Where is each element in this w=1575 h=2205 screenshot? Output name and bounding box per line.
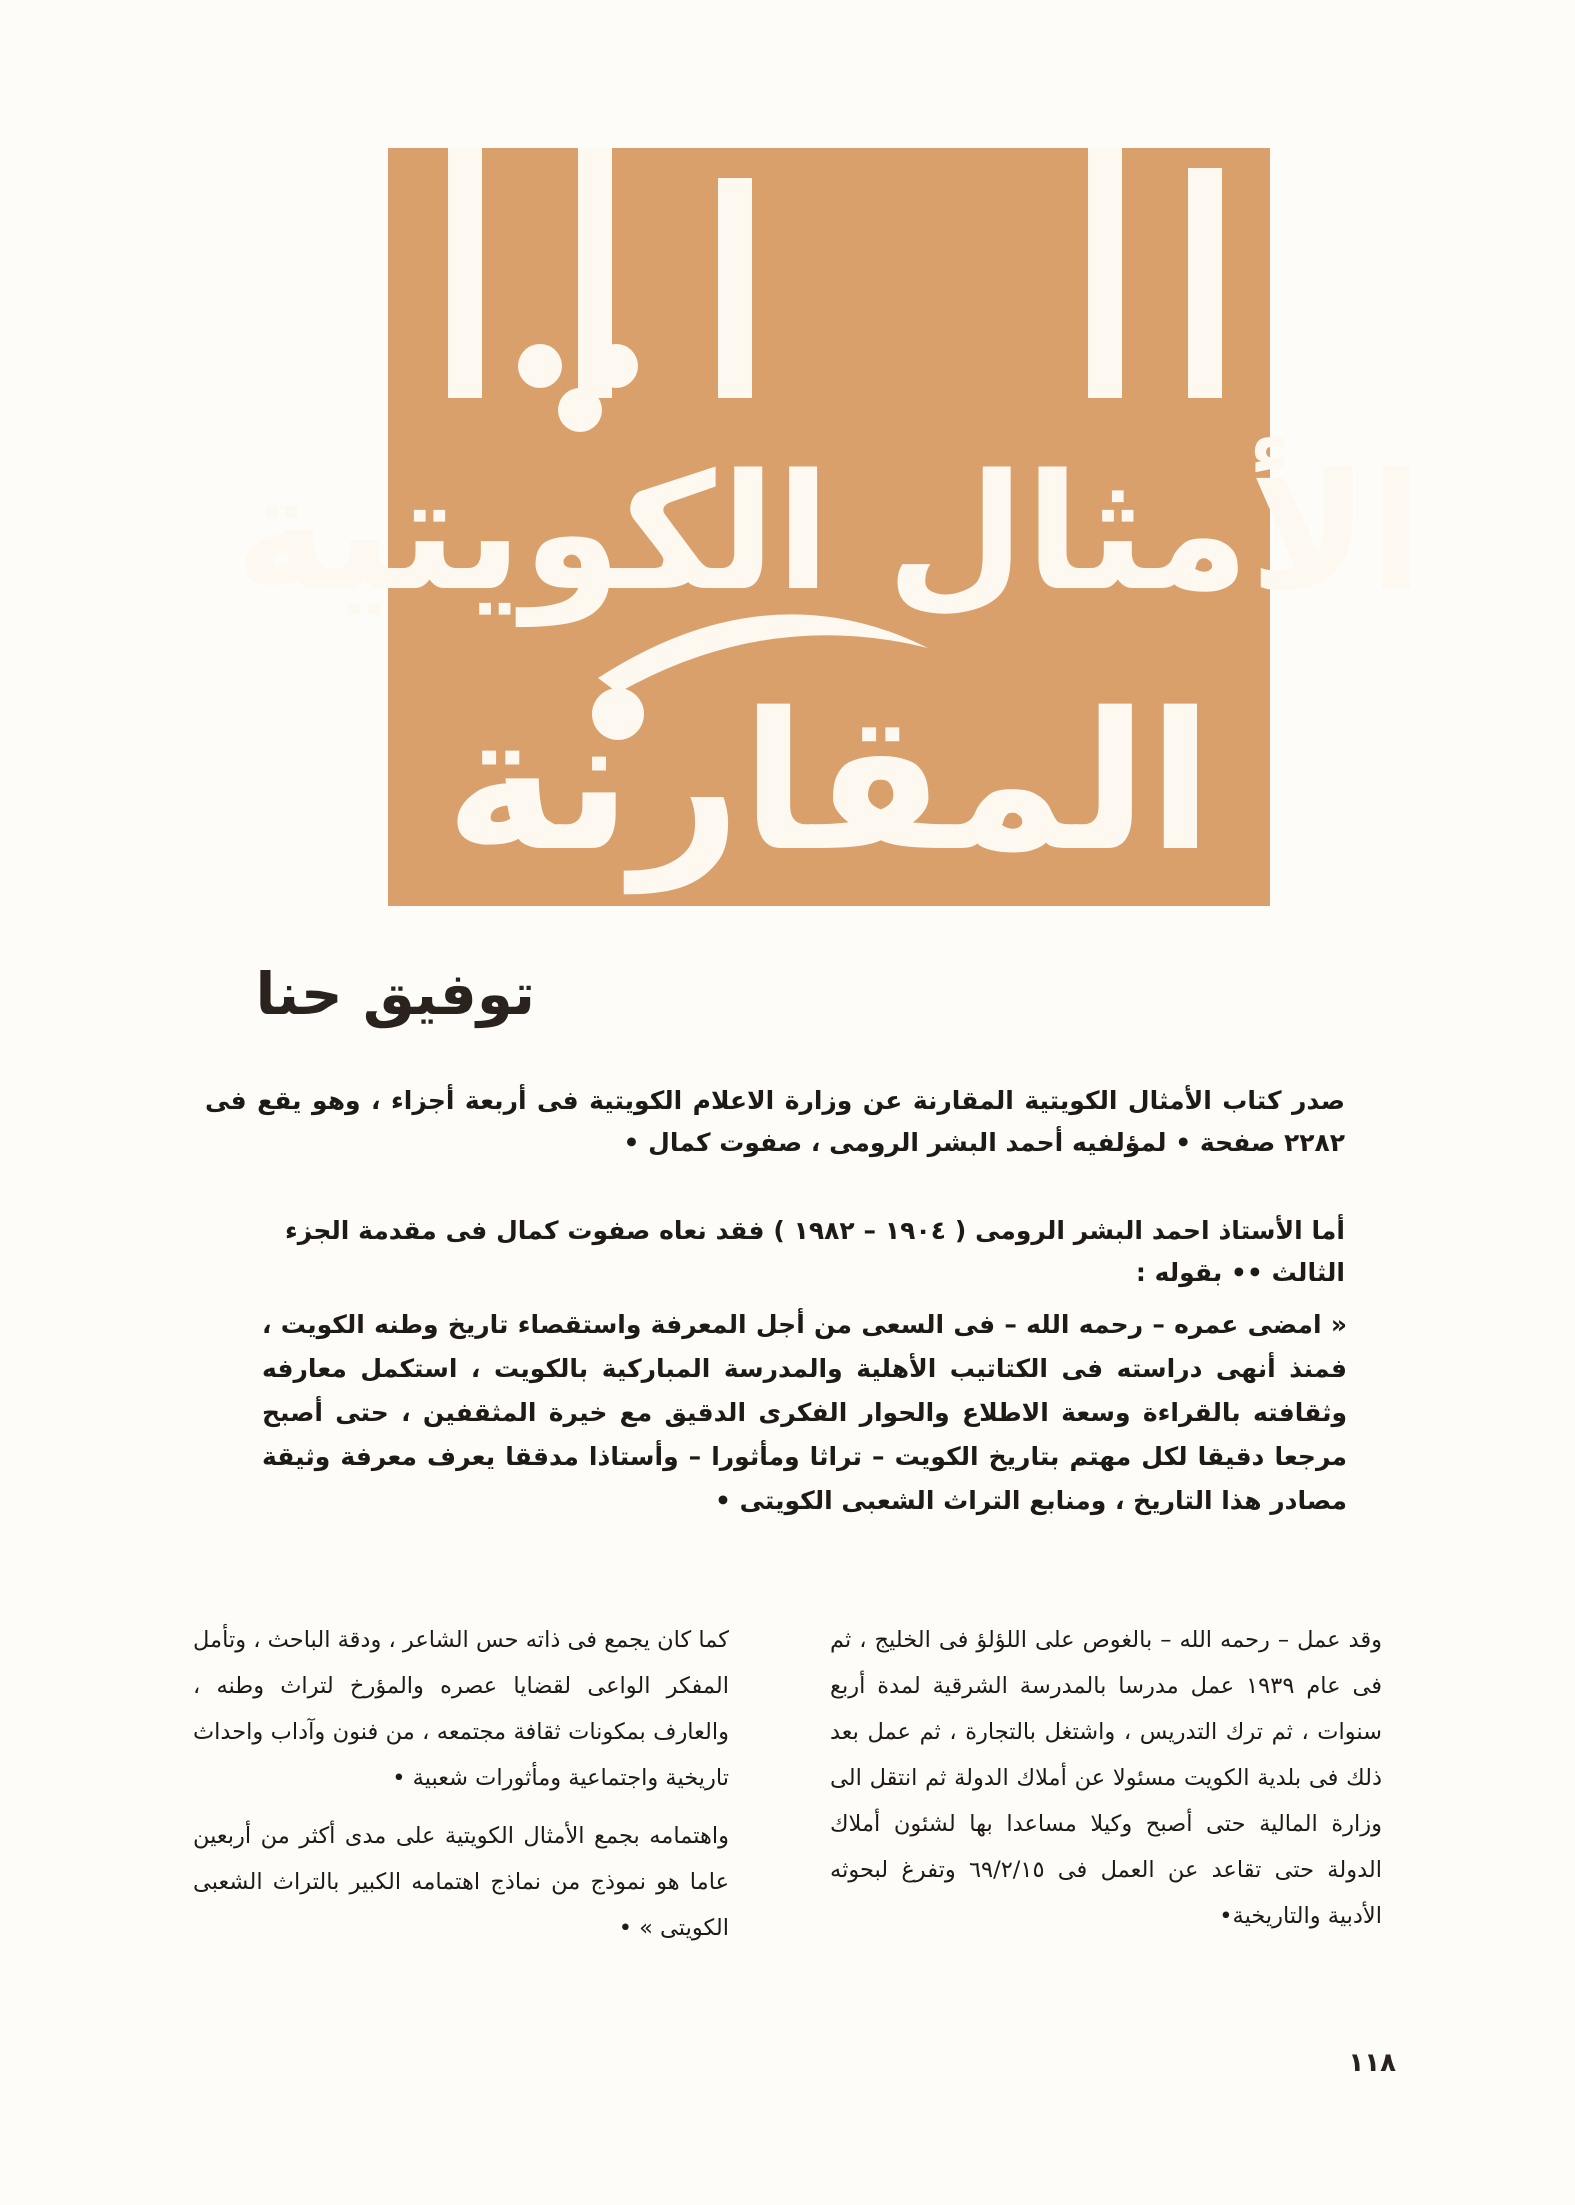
right-column bbox=[830, 1617, 1382, 1939]
logo-title-line2: المقارنة bbox=[445, 672, 1213, 893]
left-column bbox=[193, 1617, 729, 1963]
bio-intro-paragraph: أما الأستاذ احمد البشر الرومى ( ١٩٠٤ – ١٩٨٢ ) فقد نعاه صفوت كمال فى مقدمة الجزء الثالث •• بقوله : bbox=[285, 1216, 1345, 1287]
logo-stroke-decoration bbox=[1188, 168, 1222, 398]
author-name: توفيق حنا bbox=[255, 960, 535, 1028]
book-title-logo bbox=[234, 148, 1424, 906]
intro-paragraph: صدر كتاب الأمثال الكويتية المقارنة عن وزارة الاعلام الكويتية فى أربعة أجزاء ، وهو يقع فى ٢٢٨٢ صفحة • لمؤلفيه أحمد البشر الرومى ، صفوت كمال • bbox=[205, 1086, 1345, 1157]
quote-paragraph: « امضى عمره – رحمه الله – فى السعى من أجل المعرفة واستقصاء تاريخ وطنه الكويت ، فمنذ أنهى دراسته فى الكتاتيب الأهلية والمدرسة المباركية بالكويت ، استكمل معارفه وثقافته بالقراءة وسعة الاطلاع والحوار الفكرى الدقيق مع خيرة المثقفين ، حتى أصبح مرجعا دقيقا لكل مهتم بتاريخ الكويت – تراثا ومأثورا – وأستاذا مدققا يعرف معرفة وثيقة مصادر هذا التاريخ ، ومنابع التراث الشعبى الكويتى • bbox=[262, 1310, 1347, 1515]
logo-title-line1: الأمثال الكويتية bbox=[234, 439, 1424, 626]
right-column-paragraph: وقد عمل – رحمه الله – بالغوص على اللؤلؤ فى الخليج ، ثم فى عام ١٩٣٩ عمل مدرسا بالمدرسة الشرقية لمدة أربع سنوات ، ثم ترك التدريس ، واشتغل بالتجارة ، ثم عمل بعد ذلك فى بلدية الكويت مسئولا عن أملاك الدولة ثم انتقل الى وزارة المالية حتى أصبح وكيلا مساعدا بها لشئون أملاك الدولة حتى تقاعد عن العمل فى ٦٩/٢/١٥ وتفرغ لبحوثه الأدبية والتاريخية• bbox=[830, 1627, 1382, 1929]
left-column-paragraph-2: واهتمامه بجمع الأمثال الكويتية على مدى أكثر من أربعين عاما هو نموذج من نماذج اهتمامه الكبير بالتراث الشعبى الكويتى » • bbox=[193, 1823, 729, 1941]
logo-dot bbox=[594, 344, 638, 388]
logo-stroke-decoration bbox=[1088, 148, 1122, 398]
left-column-paragraph-1: كما كان يجمع فى ذاته حس الشاعر ، ودقة الباحث ، وتأمل المفكر الواعى لقضايا عصره والمؤرخ لتراث وطنه ، والعارف بمكونات ثقافة مجتمعه ، من فنون وآداب واحداث تاريخية واجتماعية ومأثورات شعبية • bbox=[193, 1627, 729, 1791]
logo-dot bbox=[558, 388, 602, 432]
logo-dot bbox=[518, 344, 562, 388]
logo-stroke-decoration bbox=[448, 148, 482, 398]
page-number: ١١٨ bbox=[1348, 2048, 1396, 2078]
logo-artwork bbox=[234, 148, 1424, 906]
logo-stroke-decoration bbox=[718, 178, 752, 398]
